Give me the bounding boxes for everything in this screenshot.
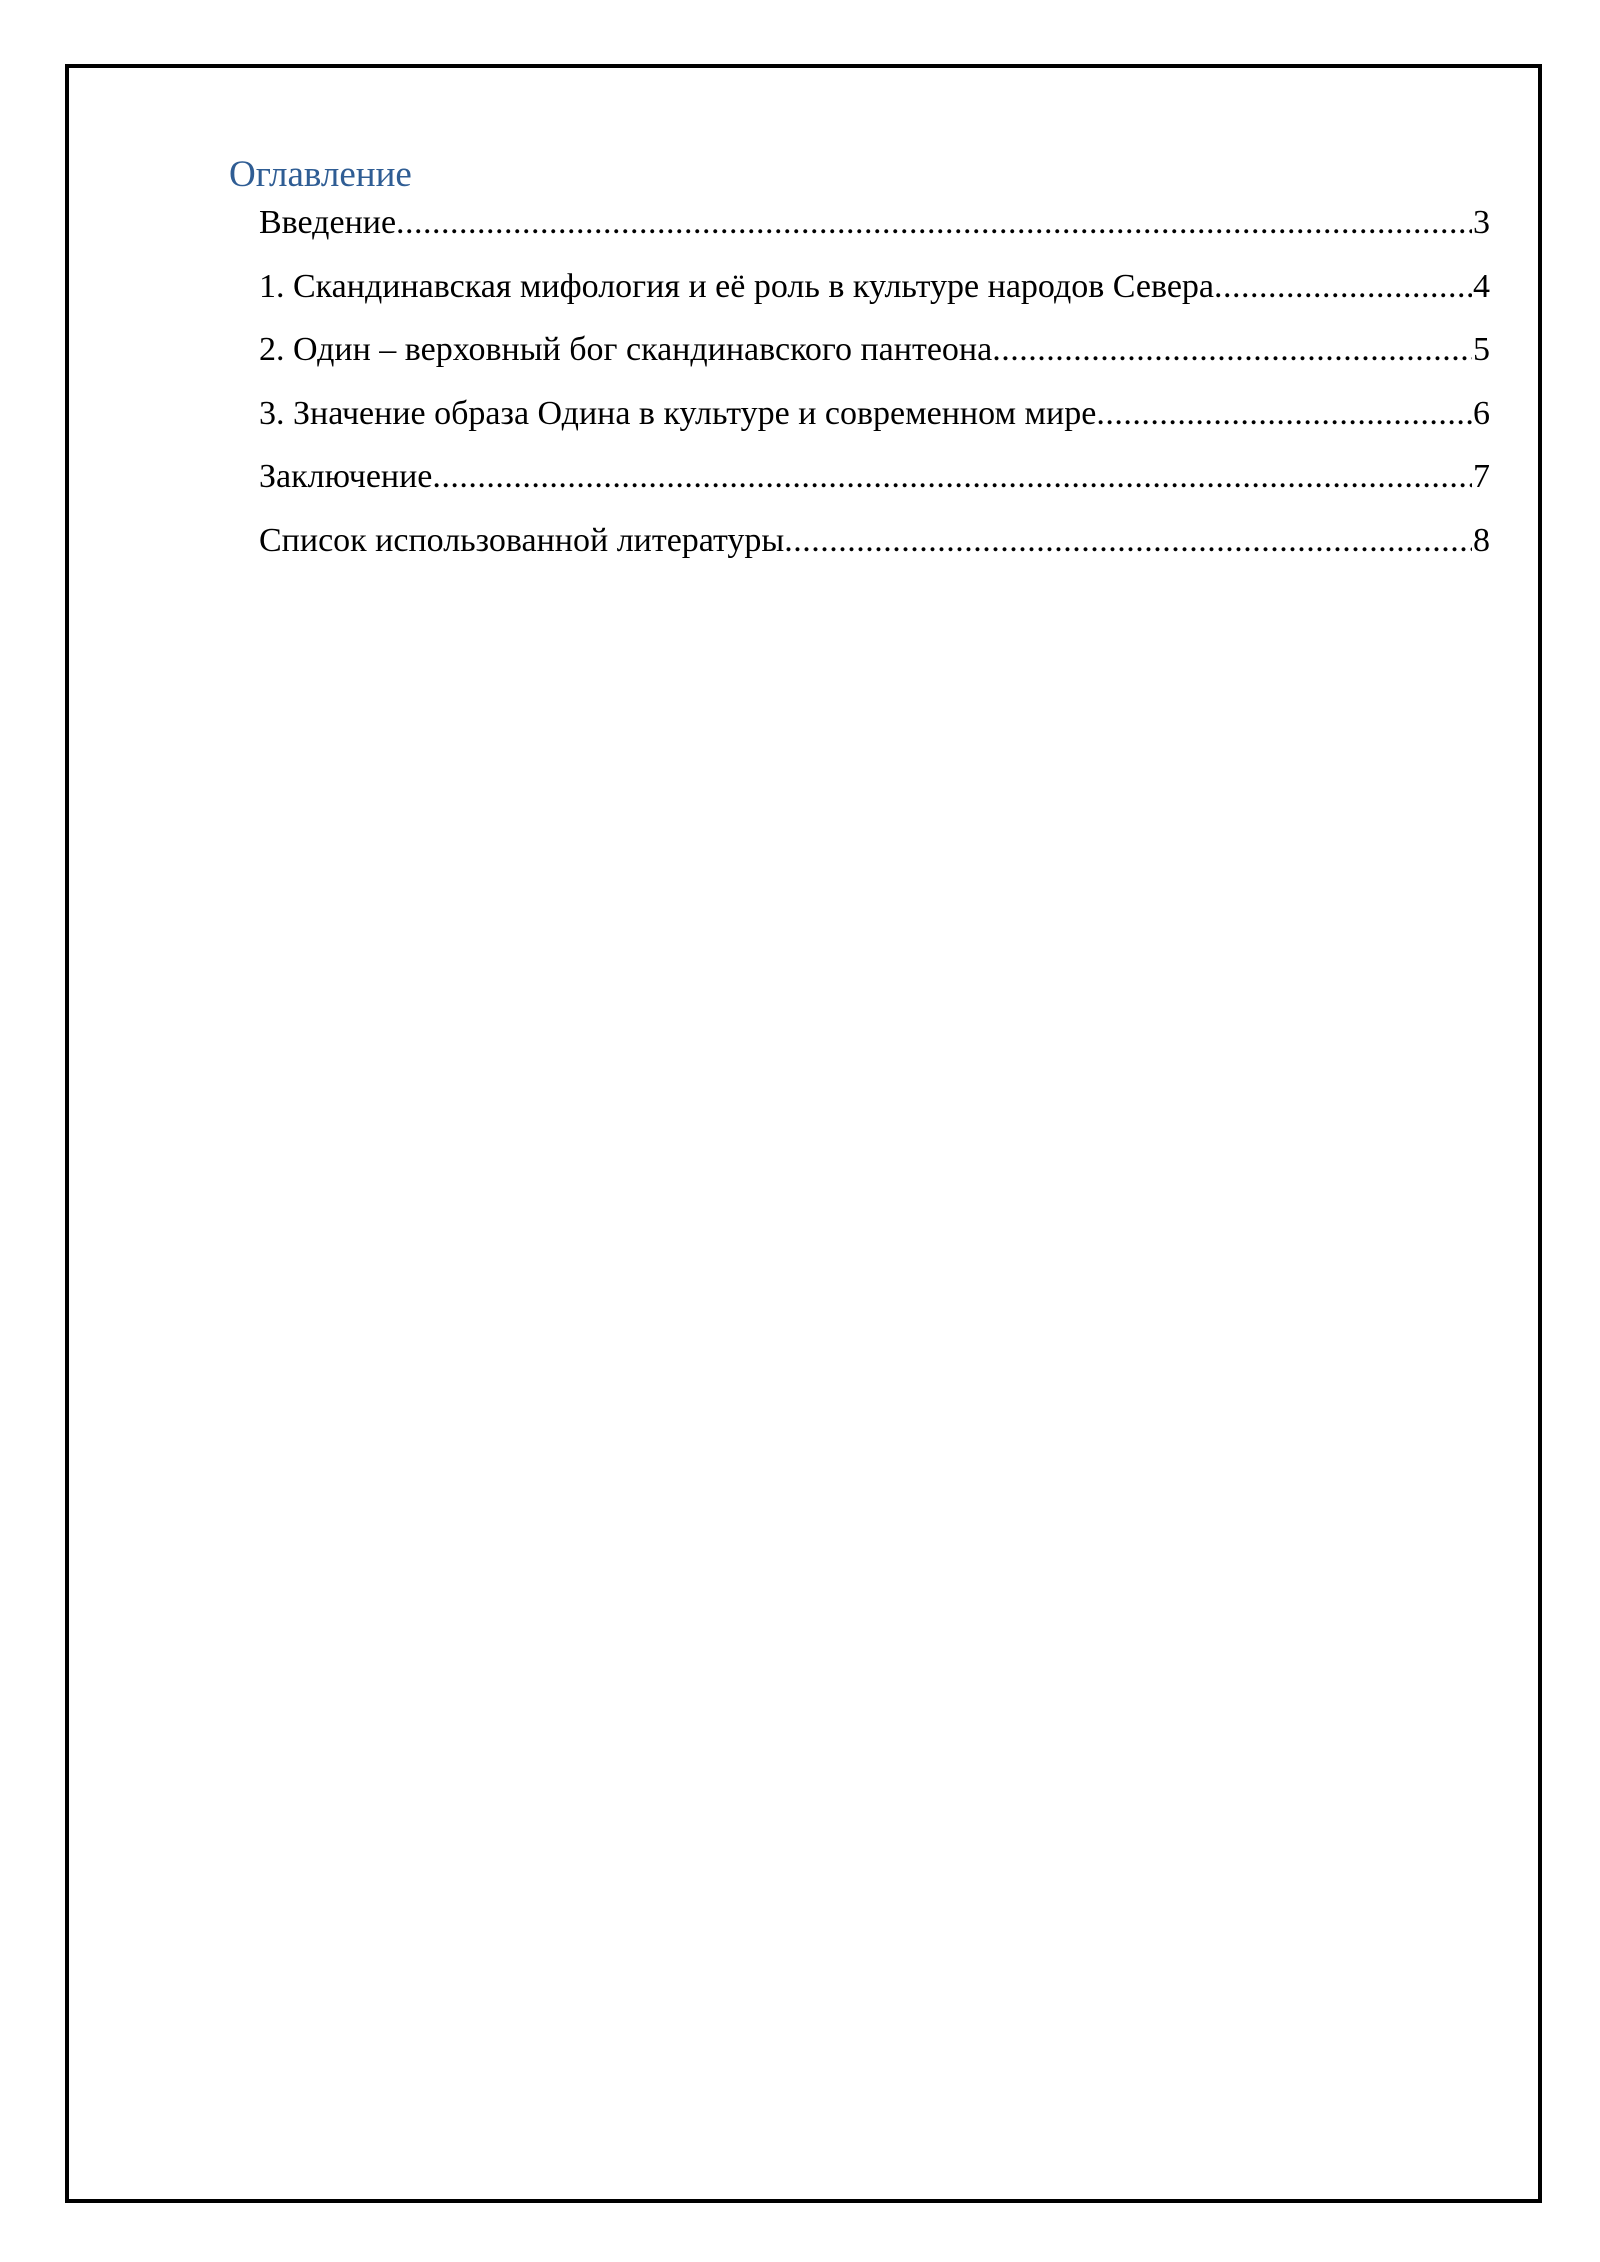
table-of-contents xyxy=(259,198,1490,579)
toc-page-number: 6 xyxy=(1473,394,1490,432)
toc-dot-leader xyxy=(1214,262,1472,312)
toc-entry-title: Заключение xyxy=(259,458,433,495)
toc-page-number: 3 xyxy=(1473,204,1490,241)
toc-page-number: 5 xyxy=(1473,331,1490,368)
toc-entry-title: 2. Один – верховный бог скандинавского пантеона xyxy=(259,331,993,368)
toc-entry-conclusion[interactable] xyxy=(259,452,1490,516)
toc-page-number: 7 xyxy=(1473,458,1490,495)
toc-page-number: 8 xyxy=(1473,521,1490,559)
toc-entry-title: Список использованной литературы xyxy=(259,521,785,559)
toc-entry-title: 3. Значение образа Одина в культуре и современном мире xyxy=(259,394,1097,432)
toc-entry-bibliography[interactable] xyxy=(259,516,1490,580)
toc-entry-chapter-2[interactable] xyxy=(259,325,1490,389)
toc-dot-leader xyxy=(992,325,1472,375)
toc-dot-leader xyxy=(432,452,1472,502)
toc-entry-introduction[interactable] xyxy=(259,198,1490,262)
toc-entry-chapter-3[interactable] xyxy=(259,389,1490,453)
toc-heading: Оглавление xyxy=(229,154,412,195)
toc-page-number: 4 xyxy=(1473,267,1490,305)
toc-dot-leader xyxy=(1096,389,1472,439)
toc-entry-title: 1. Скандинавская мифология и её роль в культуре народов Севера xyxy=(259,267,1215,305)
toc-entry-title: Введение xyxy=(259,204,397,241)
toc-dot-leader xyxy=(396,198,1472,248)
toc-entry-chapter-1[interactable] xyxy=(259,262,1490,326)
toc-dot-leader xyxy=(784,516,1472,566)
